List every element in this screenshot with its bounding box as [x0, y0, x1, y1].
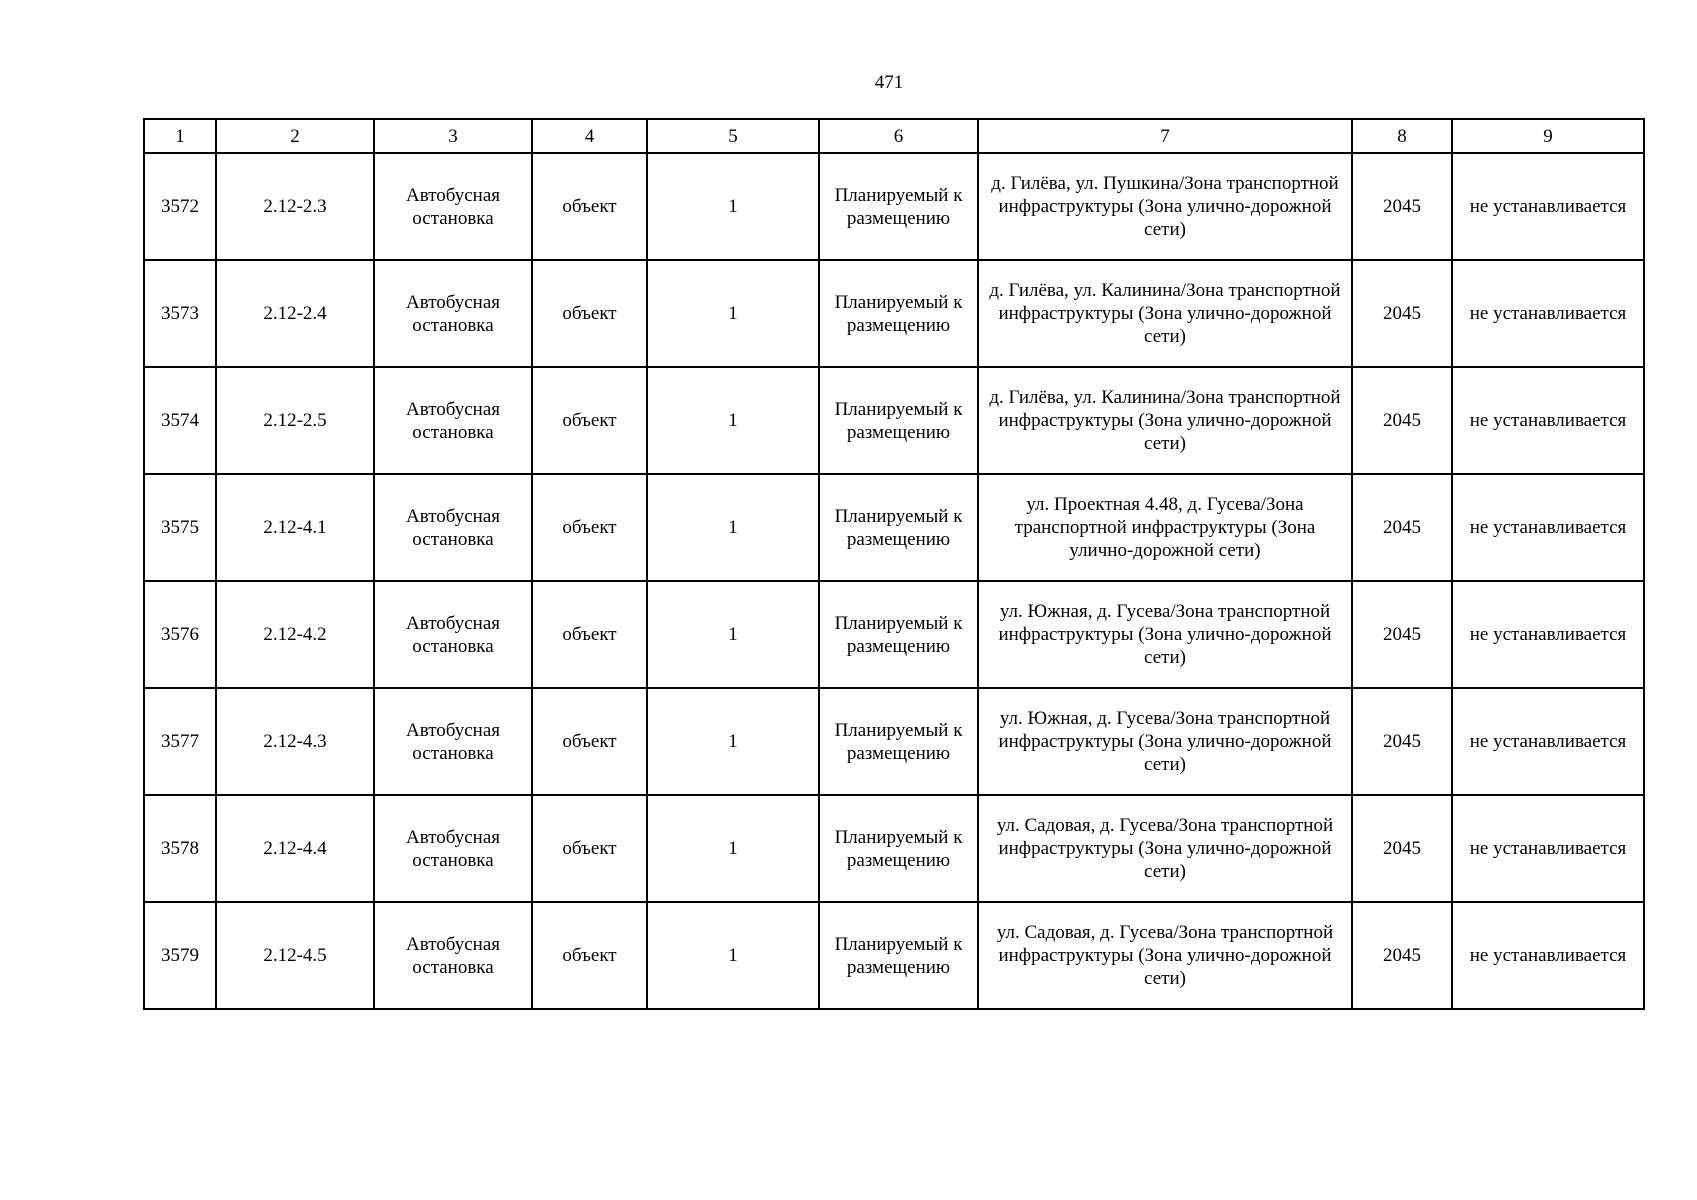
table-cell: Автобусная остановка: [374, 153, 532, 260]
table-cell: не устанавливается: [1452, 902, 1644, 1009]
table-row: [144, 688, 1644, 795]
column-header: 8: [1352, 119, 1452, 153]
table-cell: Автобусная остановка: [374, 367, 532, 474]
table-cell: 2.12-2.4: [216, 260, 374, 367]
table-cell: 3573: [144, 260, 216, 367]
table-cell: не устанавливается: [1452, 795, 1644, 902]
column-header: 5: [647, 119, 819, 153]
table-cell: Автобусная остановка: [374, 260, 532, 367]
table-cell: 3579: [144, 902, 216, 1009]
table-cell: 2045: [1352, 260, 1452, 367]
table-cell: 3572: [144, 153, 216, 260]
table-cell: ул. Садовая, д. Гусева/Зона транспортной инфраструктуры (Зона улично-дорожной сети): [978, 795, 1352, 902]
table-cell: 2045: [1352, 902, 1452, 1009]
table-cell: 1: [647, 902, 819, 1009]
table-cell: 2.12-4.5: [216, 902, 374, 1009]
table-cell: Автобусная остановка: [374, 688, 532, 795]
table-cell: не устанавливается: [1452, 153, 1644, 260]
table-cell: д. Гилёва, ул. Калинина/Зона транспортной инфраструктуры (Зона улично-дорожной сети): [978, 260, 1352, 367]
table-cell: 3577: [144, 688, 216, 795]
table-cell: 1: [647, 153, 819, 260]
table-cell: 2.12-4.4: [216, 795, 374, 902]
table-row: [144, 795, 1644, 902]
table-cell: 1: [647, 581, 819, 688]
table-cell: 2.12-4.2: [216, 581, 374, 688]
table-cell: ул. Южная, д. Гусева/Зона транспортной инфраструктуры (Зона улично-дорожной сети): [978, 581, 1352, 688]
table-row: [144, 474, 1644, 581]
table-cell: 1: [647, 474, 819, 581]
table-cell: не устанавливается: [1452, 474, 1644, 581]
table-cell: объект: [532, 474, 647, 581]
table-row: [144, 367, 1644, 474]
table-cell: Автобусная остановка: [374, 902, 532, 1009]
table-cell: Планируемый к размещению: [819, 260, 978, 367]
table-cell: 2045: [1352, 474, 1452, 581]
table-row: [144, 581, 1644, 688]
table-cell: 1: [647, 795, 819, 902]
table-row: [144, 153, 1644, 260]
column-header: 4: [532, 119, 647, 153]
table-cell: 2045: [1352, 581, 1452, 688]
table-cell: 2.12-2.5: [216, 367, 374, 474]
table-cell: д. Гилёва, ул. Пушкина/Зона транспортной инфраструктуры (Зона улично-дорожной сети): [978, 153, 1352, 260]
table-cell: 3578: [144, 795, 216, 902]
table-cell: 2045: [1352, 795, 1452, 902]
table-cell: Планируемый к размещению: [819, 795, 978, 902]
table-cell: Планируемый к размещению: [819, 902, 978, 1009]
table-cell: не устанавливается: [1452, 581, 1644, 688]
table-cell: Автобусная остановка: [374, 795, 532, 902]
table-cell: 1: [647, 260, 819, 367]
table-cell: 1: [647, 367, 819, 474]
table-cell: Планируемый к размещению: [819, 367, 978, 474]
table-cell: объект: [532, 367, 647, 474]
table-cell: объект: [532, 688, 647, 795]
column-header: 1: [144, 119, 216, 153]
data-table: [143, 118, 1645, 1010]
table-cell: 2045: [1352, 688, 1452, 795]
table-cell: 2045: [1352, 153, 1452, 260]
table-cell: 1: [647, 688, 819, 795]
table-cell: Планируемый к размещению: [819, 688, 978, 795]
table-cell: 2.12-4.1: [216, 474, 374, 581]
table-cell: 3575: [144, 474, 216, 581]
table-cell: не устанавливается: [1452, 260, 1644, 367]
table-cell: 2.12-2.3: [216, 153, 374, 260]
table-cell: Планируемый к размещению: [819, 153, 978, 260]
table-cell: не устанавливается: [1452, 367, 1644, 474]
table-cell: объект: [532, 902, 647, 1009]
table-cell: ул. Садовая, д. Гусева/Зона транспортной инфраструктуры (Зона улично-дорожной сети): [978, 902, 1352, 1009]
table-cell: объект: [532, 581, 647, 688]
table-cell: объект: [532, 795, 647, 902]
table-cell: 2.12-4.3: [216, 688, 374, 795]
table-cell: Планируемый к размещению: [819, 581, 978, 688]
table-row: [144, 902, 1644, 1009]
table-cell: 3576: [144, 581, 216, 688]
table-cell: Планируемый к размещению: [819, 474, 978, 581]
table-cell: объект: [532, 260, 647, 367]
table-row: [144, 260, 1644, 367]
column-header: 3: [374, 119, 532, 153]
table-cell: не устанавливается: [1452, 688, 1644, 795]
table-cell: ул. Южная, д. Гусева/Зона транспортной инфраструктуры (Зона улично-дорожной сети): [978, 688, 1352, 795]
column-header: 6: [819, 119, 978, 153]
column-header: 7: [978, 119, 1352, 153]
column-header: 2: [216, 119, 374, 153]
table-cell: 2045: [1352, 367, 1452, 474]
page-number: 471: [874, 72, 904, 93]
table-header-row: [144, 119, 1644, 153]
table-cell: Автобусная остановка: [374, 474, 532, 581]
table-cell: ул. Проектная 4.48, д. Гусева/Зона транспортной инфраструктуры (Зона улично-дорожной сети): [978, 474, 1352, 581]
table-cell: 3574: [144, 367, 216, 474]
table-cell: Автобусная остановка: [374, 581, 532, 688]
table-cell: д. Гилёва, ул. Калинина/Зона транспортной инфраструктуры (Зона улично-дорожной сети): [978, 367, 1352, 474]
column-header: 9: [1452, 119, 1644, 153]
table-cell: объект: [532, 153, 647, 260]
